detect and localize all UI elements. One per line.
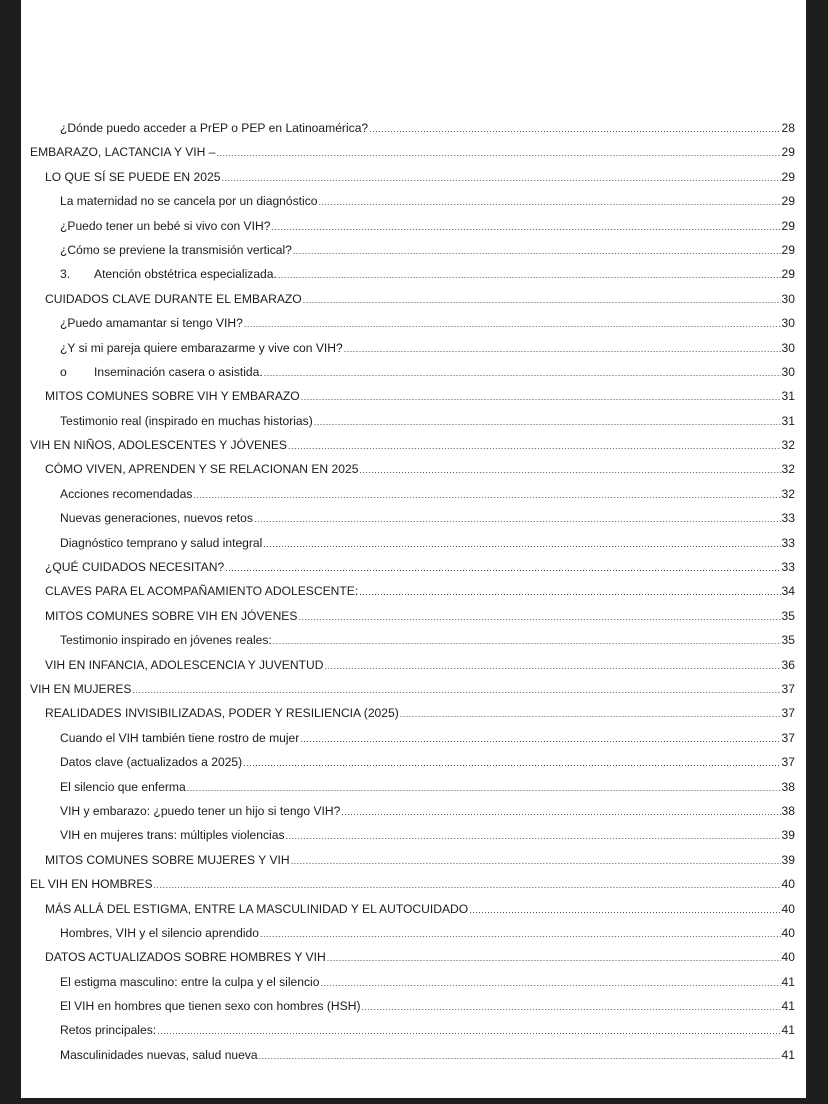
toc-entry-title: MITOS COMUNES SOBRE VIH EN JÓVENES: [45, 608, 298, 623]
toc-leader-dots: [288, 434, 781, 458]
toc-leader-dots: [157, 1019, 780, 1043]
toc-entry[interactable]: [30, 897, 795, 921]
toc-leader-dots: [264, 361, 781, 385]
toc-entry[interactable]: [30, 750, 795, 774]
toc-leader-dots: [263, 532, 780, 556]
toc-entry[interactable]: [30, 1018, 795, 1042]
toc-leader-dots: [243, 751, 780, 775]
toc-entry-title: DATOS ACTUALIZADOS SOBRE HOMBRES Y VIH: [45, 950, 326, 965]
toc-entry[interactable]: [30, 457, 795, 481]
toc-leader-dots: [278, 263, 781, 287]
toc-entry[interactable]: [30, 384, 795, 408]
toc-entry-title: Acciones recomendadas: [60, 486, 193, 501]
toc-entry[interactable]: [30, 116, 795, 140]
toc-entry-title: ¿Dónde puedo acceder a PrEP o PEP en Latinoamérica?: [60, 121, 369, 135]
toc-entry-title: CUIDADOS CLAVE DURANTE EL EMBARAZO: [45, 291, 302, 306]
toc-entry-title: Atención obstétrica especializada.: [94, 267, 277, 282]
toc-entry[interactable]: [30, 360, 795, 384]
toc-leader-dots: [244, 312, 781, 336]
toc-entry[interactable]: [30, 409, 795, 433]
toc-entry-page: 35: [781, 608, 795, 623]
toc-entry-page: 30: [781, 291, 795, 306]
toc-entry-marker: o: [60, 364, 67, 379]
toc-leader-dots: [400, 702, 781, 726]
toc-entry-page: 30: [781, 316, 795, 331]
toc-entry[interactable]: [30, 994, 795, 1018]
toc-leader-dots: [369, 117, 780, 141]
toc-leader-dots: [469, 898, 780, 922]
toc-entry-page: 37: [781, 681, 795, 696]
toc-entry-title: VIH EN MUJERES: [30, 681, 132, 696]
toc-entry[interactable]: [30, 555, 795, 579]
toc-entry-title: VIH EN INFANCIA, ADOLESCENCIA Y JUVENTUD: [45, 657, 324, 672]
toc-entry-title: Hombres, VIH y el silencio aprendido: [60, 925, 259, 940]
toc-entry-page: 39: [781, 852, 795, 867]
toc-leader-dots: [291, 849, 781, 873]
toc-entry[interactable]: [30, 1043, 795, 1067]
toc-entry-title: ¿QUÉ CUIDADOS NECESITAN?: [45, 560, 225, 575]
toc-entry[interactable]: [30, 433, 795, 457]
toc-entry-page: 40: [781, 877, 795, 892]
toc-entry-title: VIH en mujeres trans: múltiples violencias: [60, 828, 285, 843]
toc-leader-dots: [319, 190, 781, 214]
toc-leader-dots: [359, 580, 780, 604]
toc-entry-page: 40: [781, 950, 795, 965]
toc-entry[interactable]: [30, 945, 795, 969]
toc-entry-marker: 3.: [60, 267, 71, 282]
toc-leader-dots: [359, 458, 780, 482]
toc-entry[interactable]: [30, 336, 795, 360]
toc-leader-dots: [187, 776, 781, 800]
toc-entry[interactable]: [30, 604, 795, 628]
toc-entry-page: 34: [781, 584, 795, 599]
toc-entry-page: 29: [781, 267, 795, 282]
toc-entry[interactable]: [30, 506, 795, 530]
toc-entry-page: 41: [781, 1023, 795, 1038]
toc-entry[interactable]: [30, 872, 795, 896]
toc-entry[interactable]: [30, 531, 795, 555]
toc-entry-page: 38: [781, 803, 795, 818]
toc-entry[interactable]: [30, 189, 795, 213]
toc-entry-page: 33: [781, 511, 795, 526]
toc-entry-page: 29: [781, 169, 795, 184]
toc-leader-dots: [132, 678, 780, 702]
toc-entry-page: 37: [781, 706, 795, 721]
toc-entry-title: El VIH en hombres que tienen sexo con hombres (HSH): [60, 999, 361, 1014]
toc-leader-dots: [260, 922, 781, 946]
toc-entry-title: ¿Cómo se previene la transmisión vertical?: [60, 242, 292, 257]
toc-entry-page: 32: [781, 438, 795, 453]
toc-entry-title: Retos principales:: [60, 1023, 157, 1038]
toc-entry-page: 37: [781, 755, 795, 770]
toc-entry[interactable]: [30, 214, 795, 238]
toc-leader-dots: [341, 800, 780, 824]
toc-entry-title: Nuevas generaciones, nuevos retos: [60, 511, 253, 526]
toc-entry-page: 35: [781, 633, 795, 648]
toc-leader-dots: [225, 556, 780, 580]
toc-entry-page: 30: [781, 364, 795, 379]
toc-entry-title: El estigma masculino: entre la culpa y el silencio: [60, 974, 320, 989]
toc-entry-title: Testimonio real (inspirado en muchas historias): [60, 413, 313, 428]
toc-entry-page: 29: [781, 242, 795, 257]
toc-entry[interactable]: [30, 482, 795, 506]
toc-entry-title: CÓMO VIVEN, APRENDEN Y SE RELACIONAN EN 2025: [45, 462, 359, 477]
toc-entry-title: Testimonio inspirado en jóvenes reales:: [60, 633, 272, 648]
toc-entry-page: 32: [781, 486, 795, 501]
toc-entry-page: 38: [781, 779, 795, 794]
toc-entry[interactable]: [30, 726, 795, 750]
toc-entry[interactable]: [30, 579, 795, 603]
toc-leader-dots: [361, 995, 780, 1019]
toc-leader-dots: [259, 1044, 781, 1068]
toc-entry-title: MITOS COMUNES SOBRE VIH Y EMBARAZO: [45, 389, 300, 404]
table-of-contents: [30, 116, 795, 1067]
toc-entry-title: ¿Y si mi pareja quiere embarazarme y vive con VIH?: [60, 340, 343, 355]
toc-entry-title: ¿Puedo tener un bebé si vivo con VIH?: [60, 218, 271, 233]
toc-entry-page: 41: [781, 999, 795, 1014]
toc-leader-dots: [324, 654, 780, 678]
toc-entry-page: 37: [781, 730, 795, 745]
toc-leader-dots: [286, 824, 781, 848]
toc-entry-page: 29: [781, 145, 795, 160]
toc-leader-dots: [301, 385, 781, 409]
toc-leader-dots: [303, 288, 781, 312]
toc-entry[interactable]: [30, 311, 795, 335]
toc-leader-dots: [298, 605, 780, 629]
toc-entry[interactable]: [30, 701, 795, 725]
toc-entry-title: La maternidad no se cancela por un diagnóstico: [60, 194, 318, 209]
toc-entry-page: 41: [781, 974, 795, 989]
toc-entry-page: 29: [781, 218, 795, 233]
toc-leader-dots: [193, 483, 780, 507]
toc-entry-title: Masculinidades nuevas, salud nueva: [60, 1047, 258, 1062]
toc-entry-page: 33: [781, 560, 795, 575]
toc-entry[interactable]: [30, 921, 795, 945]
toc-entry-title: ¿Puedo amamantar si tengo VIH?: [60, 316, 243, 331]
toc-entry-title: VIH y embarazo: ¿puedo tener un hijo si tengo VIH?: [60, 803, 341, 818]
toc-entry-title: Datos clave (actualizados a 2025): [60, 755, 243, 770]
toc-entry-title: Inseminación casera o asistida.: [94, 364, 263, 379]
toc-leader-dots: [293, 239, 781, 263]
toc-entry[interactable]: [30, 848, 795, 872]
toc-entry[interactable]: [30, 799, 795, 823]
toc-entry-title: MÁS ALLÁ DEL ESTIGMA, ENTRE LA MASCULINIDAD Y EL AUTOCUIDADO: [45, 901, 469, 916]
toc-entry-title: VIH EN NIÑOS, ADOLESCENTES Y JÓVENES: [30, 438, 287, 453]
toc-entry[interactable]: [30, 653, 795, 677]
toc-entry-page: 33: [781, 535, 795, 550]
toc-entry[interactable]: [30, 238, 795, 262]
toc-entry[interactable]: [30, 970, 795, 994]
toc-entry-title: El silencio que enferma: [60, 779, 186, 794]
toc-leader-dots: [254, 507, 781, 531]
toc-leader-dots: [154, 873, 781, 897]
toc-entry-page: 29: [781, 194, 795, 209]
toc-leader-dots: [221, 166, 780, 190]
toc-entry-title: EMBARAZO, LACTANCIA Y VIH –: [30, 145, 216, 160]
toc-entry-page: 40: [781, 925, 795, 940]
toc-leader-dots: [300, 727, 780, 751]
toc-entry-page: 30: [781, 340, 795, 355]
toc-entry-page: 32: [781, 462, 795, 477]
toc-entry[interactable]: [30, 775, 795, 799]
document-page: [21, 0, 806, 1098]
toc-entry-title: MITOS COMUNES SOBRE MUJERES Y VIH: [45, 852, 290, 867]
toc-leader-dots: [327, 946, 781, 970]
toc-entry-title: CLAVES PARA EL ACOMPAÑAMIENTO ADOLESCENTE:: [45, 584, 359, 599]
toc-entry[interactable]: [30, 677, 795, 701]
toc-entry[interactable]: [30, 165, 795, 189]
toc-entry[interactable]: [30, 823, 795, 847]
toc-entry-page: 28: [781, 121, 795, 135]
toc-entry-title: Cuando el VIH también tiene rostro de mujer: [60, 730, 300, 745]
toc-entry-page: 39: [781, 828, 795, 843]
toc-entry[interactable]: [30, 262, 795, 286]
toc-leader-dots: [271, 215, 780, 239]
toc-entry[interactable]: [30, 140, 795, 164]
toc-entry-page: 31: [781, 413, 795, 428]
toc-entry[interactable]: [30, 287, 795, 311]
toc-leader-dots: [314, 410, 781, 434]
toc-entry-page: 41: [781, 1047, 795, 1062]
toc-leader-dots: [217, 141, 781, 165]
toc-entry-title: Diagnóstico temprano y salud integral: [60, 535, 263, 550]
toc-leader-dots: [320, 971, 780, 995]
toc-leader-dots: [273, 629, 781, 653]
toc-entry-page: 36: [781, 657, 795, 672]
toc-entry[interactable]: [30, 628, 795, 652]
toc-entry-title: LO QUE SÍ SE PUEDE EN 2025: [45, 169, 221, 184]
toc-leader-dots: [344, 337, 781, 361]
toc-entry-title: REALIDADES INVISIBILIZADAS, PODER Y RESILIENCIA (2025): [45, 706, 399, 721]
toc-entry-page: 40: [781, 901, 795, 916]
toc-entry-page: 31: [781, 389, 795, 404]
toc-entry-title: EL VIH EN HOMBRES: [30, 877, 153, 892]
